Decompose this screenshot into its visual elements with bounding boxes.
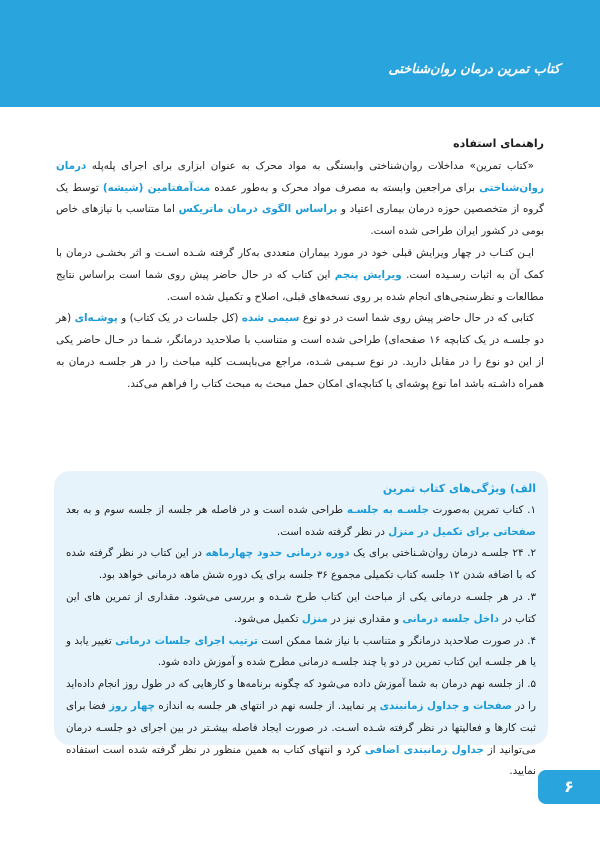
guide-paragraph-1: [56, 156, 544, 243]
text: تغییر یابد و یا هر جلسـه این کتاب تمرین در دو یا چند جلسـه درمانی مطرح شده و آموزش داده شود.: [66, 634, 536, 669]
features-section: [66, 478, 536, 783]
text: ۲. ۲۴ جلسـه درمان روان‌شـناختی برای یک: [349, 547, 537, 560]
guide-paragraph-2: [56, 243, 544, 308]
feature-item-5: [66, 674, 536, 783]
text: ۱. کتاب تمرین به‌صورت: [428, 503, 537, 516]
text: این کتاب که در حال حاضر پیش روی شما است براساس نتایج مطالعات و نظرسنجی‌های انجام شده بر روی نسخه‌های قبلی، اصلاح و تکمیل شده است.: [56, 268, 544, 303]
highlight: صفحات و جداول زمانبندی: [379, 699, 512, 712]
text: طراحی شده است و در فاصله هر جلسه از جلسه سوم و به بعد: [66, 503, 347, 516]
feature-item-3: [66, 587, 536, 631]
highlight: دوره درمانی حدود چهارماهه: [205, 547, 350, 560]
text: کتابی که در حال حاضر پیش روی شما است در دو نوع: [299, 312, 535, 325]
feature-item-2: [66, 543, 536, 587]
highlight: سیمی شده: [241, 312, 300, 325]
text: در این کتاب در نظر گرفته شده که با اضافه شدن ۱۲ جلسه کتاب تکمیلی مجموع ۳۶ جلسه برای یک دوره شش ماهه درمانی خواهد بود.: [66, 547, 536, 582]
text: و مقداری نیز در: [327, 612, 403, 625]
text: «کتاب تمرین» مداخلات روان‌شناختی وابستگی به مواد محرک به عنوان ابزاری برای اجرای پله‌پله: [86, 159, 534, 172]
text: ۳. در هر جلسـه درمانی یکی از مباحث این کتاب طرح شـده و بررسی می‌شود. مقداری از تمرین های این کتاب در: [66, 590, 536, 625]
highlight: جلسـه به جلسـه: [346, 503, 429, 516]
highlight: منزل: [301, 612, 328, 625]
highlight: جداول زمانبندی اضافی: [364, 743, 484, 756]
text: اما متناسب با نیازهای خاص بومی در کشور ایران طراحی شده است.: [56, 203, 544, 238]
text: فضا برای ثبت کارها و فعالیتها در نظر گرفته شـده اسـت. در صورت ایجاد فاصله بیشـتر در بین اجرای دو جلسـه درمان می‌توانید از: [66, 699, 536, 756]
highlight: ویرایش پنجم: [334, 268, 402, 281]
text: پر نمایید. از جلسه نهم در انتهای هر جلسه به اندازه: [155, 699, 380, 712]
guide-paragraph-3: [56, 308, 544, 395]
highlight: ترتیب اجرای جلسات درمانی: [115, 634, 258, 647]
text: (کل جلسات در یک کتاب) و: [117, 312, 242, 325]
text: برای مراجعین وابسته به مصرف مواد محرک و به‌طور عمده: [210, 181, 480, 194]
highlight: داخل جلسه درمانی: [402, 612, 500, 625]
book-title: کتاب تمرین درمان روان‌شناختی: [388, 62, 560, 77]
highlight: پوشـه‌ای: [74, 312, 118, 325]
text: ایـن کتـاب در چهار ویرایش قبلی خود در مورد بیماران متعددی به‌کار گرفته شـده اسـت و اثر بخشـی درمان با کمک آن به اثبات رسـیده است.: [56, 246, 544, 281]
text: تکمیل می‌شود.: [233, 612, 302, 625]
text: (هر دو جلسـه در یک کتابچه ۱۶ صفحه‌ای) طراحی شده است و متناسب با صلاحدید درمانگر، شـما در حـال حاضر یکی از این دو نوع را در مقابل دارید. در نوع سـیمی شـده، مراجع می‌بایسـت کلیه مباحث را در هر جلسـه درمان به همراه داشـته باشد اما نوع پوشه‌ای یا کتابچه‌ای امکان حمل مبحث به مبحث کتاب را فراهم می‌کند.: [56, 312, 544, 390]
text: توسط یک گروه از متخصصین حوزه درمان بیماری اعتیاد و: [56, 181, 544, 216]
guide-section: [56, 133, 544, 396]
highlight: درمان روان‌شناختی: [56, 159, 545, 194]
text: کرد و انتهای کتاب به همین منظور در نظر گرفته شده است استفاده نمایید.: [66, 743, 536, 778]
page-number: ۶: [564, 777, 574, 796]
highlight: براساس الگوی درمان ماتریکس: [178, 203, 338, 216]
feature-item-1: [66, 500, 536, 544]
features-title: الف) ویژگی‌های کتاب تمرین: [382, 482, 536, 495]
highlight: مت‌آمفتامین (شیشه): [102, 181, 211, 194]
feature-item-4: [66, 631, 536, 675]
highlight: صفحاتی برای تکمیل در منزل: [388, 525, 536, 538]
highlight: چهار روز: [109, 699, 156, 712]
page-header: [0, 0, 600, 107]
text: ۵. از جلسه نهم درمان به شما آموزش داده می‌شود که چگونه برنامه‌ها و کارهایی که در طول روز انجام داده‌اید را در: [66, 678, 536, 712]
text: ۴. در صورت صلاحدید درمانگر و متناسب با نیاز شما ممکن است: [257, 634, 537, 647]
page-number-tab: [538, 770, 600, 804]
text: در نظر گرفته شده است.: [276, 525, 389, 538]
guide-title: راهنمای استفاده: [453, 137, 544, 150]
